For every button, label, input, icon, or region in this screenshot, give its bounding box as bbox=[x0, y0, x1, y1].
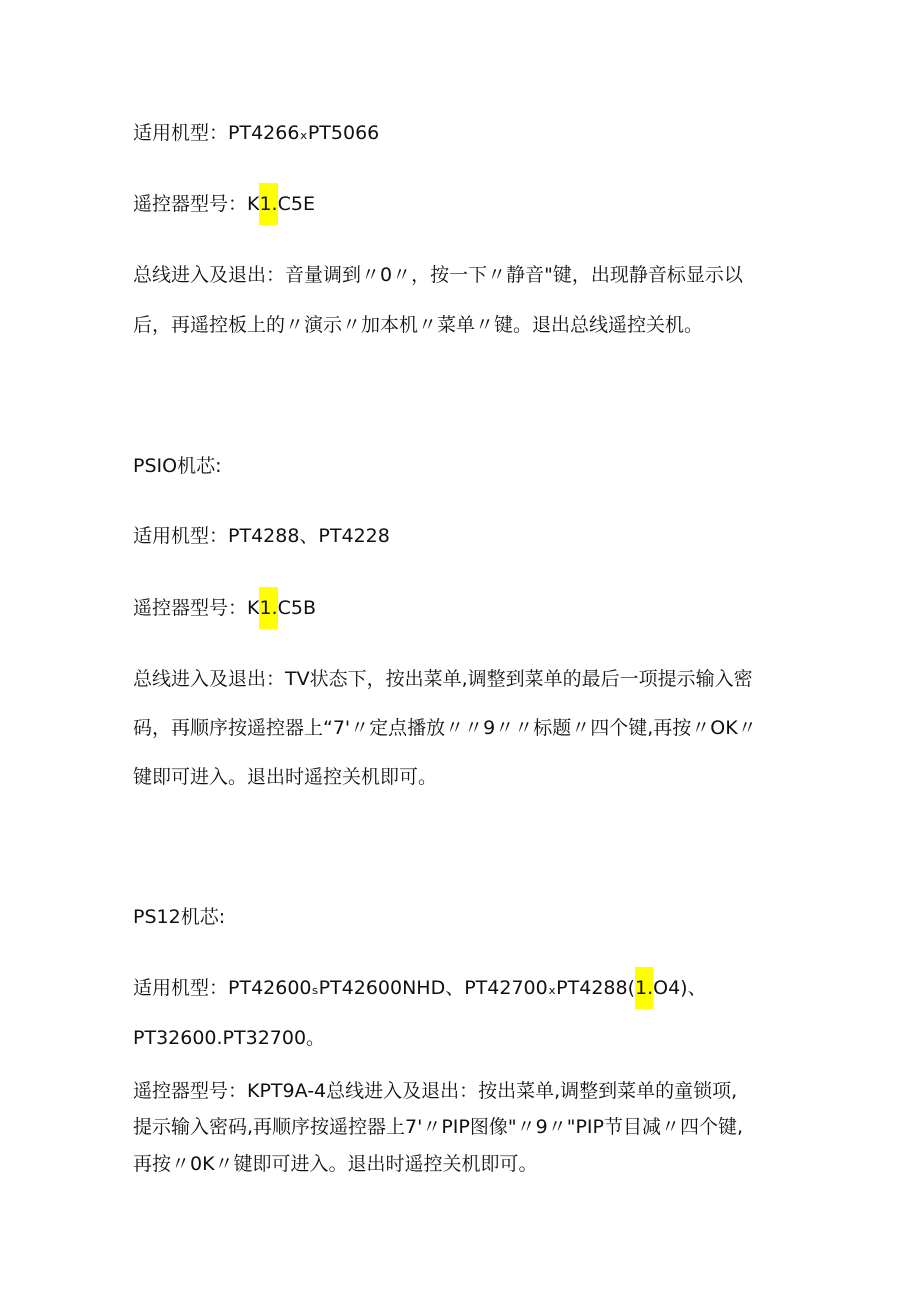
remote-model-suffix: C5E bbox=[277, 193, 315, 215]
models-prefix: 适用机型：PT42600ₛPT42600NHD、PT42700ₓPT4288( bbox=[133, 977, 635, 999]
remote-model-line bbox=[133, 594, 316, 622]
bus-entry-line: 总线进入及退出：TV状态下，按出菜单,调整到菜单的最后一项提示输入密 bbox=[133, 668, 753, 690]
models-line: 适用机型：PT4266ₓPT5066 bbox=[133, 122, 380, 144]
chassis-heading: PS12机芯: bbox=[133, 906, 226, 928]
models-line-continued: PT32600.PT32700。 bbox=[133, 1027, 326, 1049]
bus-entry-line: 后，再遥控板上的〃演示〃加本机〃菜单〃键。退出总线遥控关机。 bbox=[133, 314, 704, 336]
bus-entry-line: 再按〃0K〃键即可进入。退出时遥控关机即可。 bbox=[133, 1153, 538, 1175]
highlight-mark: 1. bbox=[259, 183, 277, 225]
remote-model-line bbox=[133, 190, 315, 218]
models-suffix: O4)、 bbox=[653, 977, 707, 999]
models-line: 适用机型：PT4288、PT4228 bbox=[133, 525, 390, 547]
models-line bbox=[133, 974, 707, 1002]
highlight-mark: 1. bbox=[259, 587, 277, 629]
highlight-mark: 1. bbox=[635, 967, 653, 1009]
bus-entry-line: 遥控器型号：KPT9A-4总线进入及退出：按出菜单,调整到菜单的童锁项, bbox=[133, 1080, 738, 1102]
remote-model-suffix: C5B bbox=[277, 597, 316, 619]
remote-model-prefix: 遥控器型号：K bbox=[133, 193, 260, 215]
chassis-heading: PSIO机芯: bbox=[133, 455, 222, 477]
remote-model-prefix: 遥控器型号：K bbox=[133, 597, 260, 619]
bus-entry-line: 提示输入密码,再顺序按遥控器上7'〃PIP图像"〃9〃"PIP节目减〃四个键, bbox=[133, 1116, 743, 1138]
bus-entry-line: 码，再顺序按遥控器上“7'〃定点播放〃〃9〃〃标题〃四个键,再按〃OK〃 bbox=[133, 717, 757, 739]
bus-entry-line: 总线进入及退出：音量调到〃0〃，按一下〃静音"键，出现静音标显示以 bbox=[133, 264, 743, 286]
bus-entry-line: 键即可进入。退出时遥控关机即可。 bbox=[133, 766, 438, 788]
